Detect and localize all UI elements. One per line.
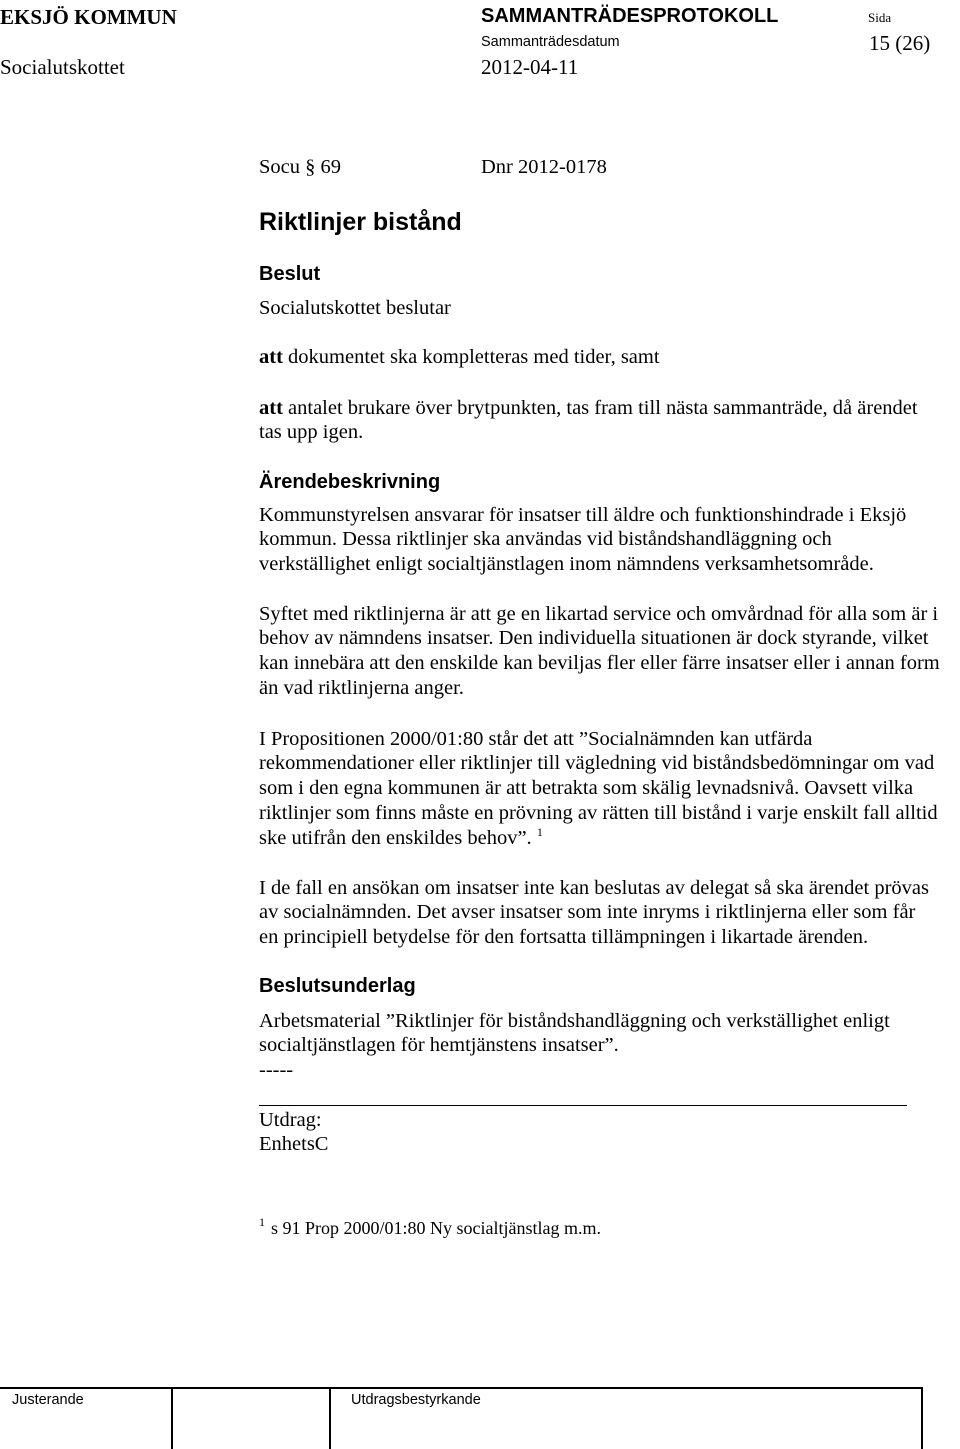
meeting-date: 2012-04-11 [481,55,579,79]
footer-divider [171,1389,173,1449]
paragraph-line-text: ske utifrån den enskildes behov”. [259,826,532,849]
description-paragraph [259,602,940,701]
paragraph-line: I de fall en ansökan om insatser inte kan beslutas av delegat så ska ärendet prövas [259,876,930,899]
decision-item-lead: att [259,345,283,368]
paragraph-line: av socialnämnden. Det avser insatser som inte inryms i riktlinjerna eller som får [259,901,916,924]
committee-name: Socialutskottet [0,55,125,79]
description-heading: Ärendebeskrivning [259,470,441,493]
page-label: Sida [868,10,892,25]
footnote-marker: 1 [259,1215,265,1229]
footer-divider [329,1389,331,1449]
case-paragraph: Socu § 69 [259,155,341,178]
paragraph-line: kommun. Dessa riktlinjer ska användas vid biståndshandläggning och [259,528,832,551]
page-number: 15 (26) [869,31,931,55]
distribution-label: Utdrag: [259,1108,322,1131]
paragraph-line: än vad riktlinjerna anger. [259,676,464,699]
footnote-text: s 91 Prop 2000/01:80 Ny socialtjänstlag m.m. [271,1218,601,1239]
description-paragraph [259,727,938,851]
decision-item-line: tas upp igen. [259,421,364,444]
basis-line: Arbetsmaterial ”Riktlinjer för biståndshandläggning och verkställighet enligt [259,1009,890,1032]
decision-heading: Beslut [259,262,321,285]
decision-item-text: antalet brukare över brytpunkten, tas fram till nästa sammanträde, då ärendet [282,396,918,419]
decision-item-line [259,396,918,421]
case-dnr: Dnr 2012-0178 [481,155,607,178]
description-paragraph [259,503,906,577]
paragraph-line [259,826,938,851]
basis-separator: ----- [259,1059,294,1082]
decision-item [259,396,918,445]
distribution-recipient: EnhetsC [259,1133,329,1156]
basis-text [259,1009,890,1083]
basis-heading: Beslutsunderlag [259,974,416,997]
extract-certification-label: Utdragsbestyrkande [351,1392,481,1408]
meeting-date-label: Sammanträdesdatum [481,34,620,50]
paragraph-line: kan innebära att den enskilde kan beviljas fler eller färre insatser eller i annan form [259,652,940,675]
document-type: SAMMANTRÄDESPROTOKOLL [481,5,779,27]
decision-item-lead: att [259,396,283,419]
decision-item-line [259,345,660,370]
paragraph-line: riktlinjer som finns måste en prövning av rätten till bistånd i varje enskilt fall alltid [259,801,938,824]
distribution-divider [259,1105,907,1106]
municipality-name: EKSJÖ KOMMUN [0,5,177,29]
paragraph-line: Kommunstyrelsen ansvarar för insatser till äldre och funktionshindrade i Eksjö [259,503,907,526]
footnote-reference: 1 [536,824,543,839]
paragraph-line: som i den egna kommunen är att betrakta som skälig levnadsnivå. Oavsett vilka [259,777,914,800]
basis-line: socialtjänstlagen för hemtjänstens insatser”. [259,1034,619,1057]
page-title: Riktlinjer bistånd [259,208,462,237]
distribution [259,1108,328,1157]
adjuster-label: Justerande [12,1392,84,1408]
footer-rule [0,1387,923,1389]
description-paragraph [259,876,929,950]
paragraph-line: verkställighet enligt socialtjänstlagen inom nämndens verksamhetsområde. [259,553,874,576]
decision-item-text: dokumentet ska kompletteras med tider, samt [282,345,660,368]
decision-intro: Socialutskottet beslutar [259,296,451,319]
decision-item [259,345,660,370]
paragraph-line: behov av nämndens insatser. Den individuella situationen är dock styrande, vilket [259,627,929,650]
paragraph-line: en principiell betydelse för den fortsatta tillämpningen i likartade ärenden. [259,926,869,949]
paragraph-line: rekommendationer eller riktlinjer till vägledning vid biståndsbedömningar om vad [259,752,935,775]
footer-divider [921,1389,923,1449]
paragraph-line: I Propositionen 2000/01:80 står det att ”Socialnämnden kan utfärda [259,727,813,750]
paragraph-line: Syftet med riktlinjerna är att ge en likartad service och omvårdnad för alla som är i [259,602,939,625]
